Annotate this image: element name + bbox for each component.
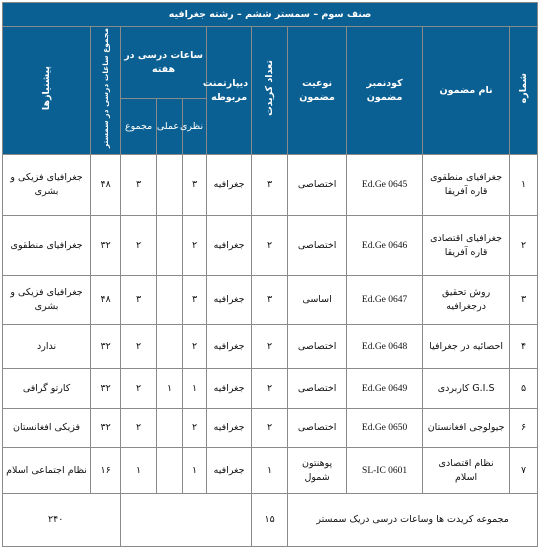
row-prerequisite: فزیکی افغانستان xyxy=(3,409,91,448)
row-credits: ۲ xyxy=(252,216,288,276)
row-practical xyxy=(157,448,183,494)
summary-label: مجموعه کریدت ها وساعات درسی دریک سمستر xyxy=(288,494,538,547)
row-semester-hours: ۳۲ xyxy=(91,216,121,276)
row-code: Ed.Ge 0650 xyxy=(347,409,423,448)
row-prerequisite: نظام اجتماعی اسلام xyxy=(3,448,91,494)
row-credits: ۳ xyxy=(252,276,288,325)
header-department: دیپارتمنت مربوطه xyxy=(207,27,252,155)
row-total: ۳ xyxy=(121,155,157,216)
header-code: کودنمبر مضمون xyxy=(347,27,423,155)
row-number: ۶ xyxy=(510,409,538,448)
header-no: شماره xyxy=(510,27,538,155)
row-type: اختصاصی xyxy=(288,155,347,216)
row-practical xyxy=(157,216,183,276)
row-subject: نظام اقتصادی اسلام xyxy=(423,448,510,494)
row-credits: ۲ xyxy=(252,325,288,369)
header-credits: تعداد کریدت xyxy=(252,27,288,155)
row-type: اختصاصی xyxy=(288,409,347,448)
table-row xyxy=(3,216,538,276)
row-code: Ed.Ge 0646 xyxy=(347,216,423,276)
row-code: Ed.Ge 0649 xyxy=(347,369,423,409)
row-theory: ۲ xyxy=(183,216,207,276)
row-semester-hours: ۴۸ xyxy=(91,276,121,325)
header-row xyxy=(3,27,538,99)
row-theory: ۳ xyxy=(183,155,207,216)
row-practical xyxy=(157,325,183,369)
curriculum-table xyxy=(2,2,538,547)
row-practical xyxy=(157,409,183,448)
row-theory: ۳ xyxy=(183,276,207,325)
row-total: ۳ xyxy=(121,276,157,325)
row-department: جغرافیه xyxy=(207,155,252,216)
row-number: ۵ xyxy=(510,369,538,409)
row-type: اختصاصی xyxy=(288,325,347,369)
row-prerequisite: جغرافیای منطقوی xyxy=(3,216,91,276)
row-subject: G.I.S کاربردی xyxy=(423,369,510,409)
header-practical: عملی xyxy=(157,99,183,155)
row-number: ۳ xyxy=(510,276,538,325)
row-subject: روش تحقیق درجغرافیه xyxy=(423,276,510,325)
row-number: ۴ xyxy=(510,325,538,369)
row-practical: ۱ xyxy=(157,369,183,409)
row-semester-hours: ۱۶ xyxy=(91,448,121,494)
header-semester-hours: مجموع ساعات درسی در سمستر xyxy=(91,27,121,155)
row-subject: احصائیه در جغرافیا xyxy=(423,325,510,369)
table-row xyxy=(3,155,538,216)
header-subject: نام مضمون xyxy=(423,27,510,155)
table-row xyxy=(3,325,538,369)
row-department: جغرافیه xyxy=(207,276,252,325)
row-credits: ۱ xyxy=(252,448,288,494)
row-subject: جغرافیای اقتصادی قاره آفریقا xyxy=(423,216,510,276)
row-total: ۲ xyxy=(121,369,157,409)
summary-credits-total: ۱۵ xyxy=(252,494,288,547)
row-number: ۷ xyxy=(510,448,538,494)
header-total: مجموع xyxy=(121,99,157,155)
row-semester-hours: ۴۸ xyxy=(91,155,121,216)
row-prerequisite: ندارد xyxy=(3,325,91,369)
header-prerequisites: پیشنیازها xyxy=(3,27,91,155)
row-theory: ۲ xyxy=(183,325,207,369)
row-subject: جغرافیای منطقوی قاره آفریقا xyxy=(423,155,510,216)
row-code: SL-IC 0601 xyxy=(347,448,423,494)
row-code: Ed.Ge 0645 xyxy=(347,155,423,216)
row-code: Ed.Ge 0648 xyxy=(347,325,423,369)
row-prerequisite: جغرافیای فزیکی و بشری xyxy=(3,276,91,325)
row-department: جغرافیه xyxy=(207,369,252,409)
header-theory: نظری xyxy=(183,99,207,155)
row-number: ۱ xyxy=(510,155,538,216)
row-semester-hours: ۳۲ xyxy=(91,369,121,409)
summary-row xyxy=(3,494,538,547)
row-department: جغرافیه xyxy=(207,216,252,276)
row-type: اختصاصی xyxy=(288,216,347,276)
row-total: ۲ xyxy=(121,325,157,369)
row-semester-hours: ۳۲ xyxy=(91,325,121,369)
row-practical xyxy=(157,276,183,325)
row-credits: ۲ xyxy=(252,369,288,409)
row-theory: ۱ xyxy=(183,369,207,409)
row-prerequisite: کارتو گرافی xyxy=(3,369,91,409)
row-theory: ۲ xyxy=(183,409,207,448)
table-row xyxy=(3,448,538,494)
row-theory: ۱ xyxy=(183,448,207,494)
table-title: صنف سوم – سمستر ششم – رشته جغرافیه xyxy=(3,3,538,27)
row-semester-hours: ۳۲ xyxy=(91,409,121,448)
title-row xyxy=(3,3,538,27)
summary-blank xyxy=(121,494,252,547)
row-department: جغرافیه xyxy=(207,409,252,448)
table-row xyxy=(3,409,538,448)
row-credits: ۳ xyxy=(252,155,288,216)
row-credits: ۲ xyxy=(252,409,288,448)
header-weekly-hours: ساعات درسی در هفته xyxy=(121,27,207,99)
row-practical xyxy=(157,155,183,216)
summary-hours-total: ۲۴۰ xyxy=(3,494,121,547)
row-total: ۲ xyxy=(121,409,157,448)
row-department: جغرافیه xyxy=(207,325,252,369)
row-department: جغرافیه xyxy=(207,448,252,494)
row-total: ۲ xyxy=(121,216,157,276)
row-type: اساسی xyxy=(288,276,347,325)
table-row xyxy=(3,276,538,325)
row-type: پوهنتون شمول xyxy=(288,448,347,494)
row-subject: جیولوجی افغانستان xyxy=(423,409,510,448)
table-row xyxy=(3,369,538,409)
row-code: Ed.Ge 0647 xyxy=(347,276,423,325)
row-total: ۱ xyxy=(121,448,157,494)
row-number: ۲ xyxy=(510,216,538,276)
table-body xyxy=(3,155,538,494)
row-prerequisite: جغرافیای فزیکی و بشری xyxy=(3,155,91,216)
header-type: نوعیت مضمون xyxy=(288,27,347,155)
row-type: اختصاصی xyxy=(288,369,347,409)
